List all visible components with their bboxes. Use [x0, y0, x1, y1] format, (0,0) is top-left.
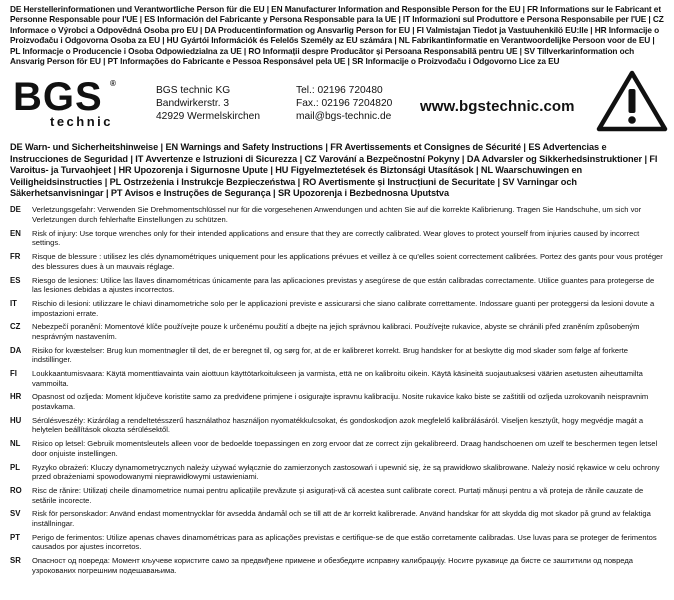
language-code: FI [10, 369, 17, 379]
warning-entry-hr [10, 392, 664, 411]
company-block [10, 70, 664, 134]
company-street: Bandwirkerstr. 3 [156, 98, 230, 110]
language-code: FR [10, 252, 21, 262]
warning-triangle-icon [596, 70, 668, 132]
warning-entry-nl [10, 439, 664, 458]
svg-text:BGS: BGS [13, 75, 103, 120]
warning-entry-hu [10, 416, 664, 435]
svg-text:®: ® [110, 79, 116, 89]
company-address [156, 84, 260, 123]
warning-text: Opasnost od ozljeda: Moment ključeve koristite samo za predviđene primjene i osigurajte ispravnu kalibraciju. Nosite rukavice kako biste se zaštitili od ozljeda uzrokovanih neispravnim postavkama. [32, 392, 649, 412]
warning-text: Risico op letsel: Gebruik momentsleutels alleen voor de bedoelde toepassingen en zorg ervoor dat ze correct zijn gekalibreerd. Draag handschoenen om uzelf te beschermen tegen letsel door onjuiste instellingen. [32, 439, 658, 458]
warning-entry-de [10, 205, 664, 224]
company-tel: Tel.: 02196 720480 [296, 85, 383, 97]
manufacturer-info-heading: DE Herstellerinformationen und Verantwortliche Person für die EU | EN Manufacturer Information and Responsible Person for the EU | FR Informations sur le Fabricant et Personne Responsable pour l'UE | ES Información del Fabricante y Persona Responsable para la UE | IT Informazioni sul Produttore e Persona Responsabile per l'UE | CZ Informace o Výrobci a Odpovědná Osoba pro EU | DA Producentinformation og Ansvarlig Person for EU | FI Valmistajan Tiedot ja Vastuuhenkilö EU:lle | HR Informacije o Proizvođaču i Odgovorna Osoba za EU | HU Gyártói Információk és Felelős Személy az EU számára | NL Fabrikantinformatie en Verantwoordelijke Persoon voor de EU | PL Informacje o Producencie i Osoba Odpowiedzialna za UE | RO Informații despre Producător și Persoana Responsabilă pentru UE | SV Tillverkarinformation och Ansvarig Person för EU | PT Informações do Fabricante e Pessoa Responsável pela UE | SR Informacije o Proizvođaču i Odgovorno Lice za EU [10, 4, 664, 67]
warning-text: Nebezpečí poranění: Momentové klíče používejte pouze k určenému použití a dbejte na jejich správnou kalibraci. Používejte rukavice, abyste se chránili před zraněním způsobeným nesprávným nastavením. [32, 322, 640, 341]
warning-entry-fi [10, 369, 664, 388]
language-code: SV [10, 509, 21, 519]
warning-entry-sv [10, 509, 664, 528]
language-code: DE [10, 205, 21, 215]
warning-entry-sr [10, 556, 664, 575]
warning-entry-ro [10, 486, 664, 505]
warning-text: Sérülésveszély: Kizárólag a rendeltetésszerű használathoz használjon nyomatékkulcsokat, és gondoskodjon azok megfelelő kalibrálásáról. Viseljen kesztyűt, hogy megvédje magát a helytelen beállítások okozta sérülésektől. [32, 415, 644, 435]
warning-entry-da [10, 346, 664, 365]
warnings-list [10, 205, 664, 575]
warning-text: Risk för personskador: Använd endast momentnycklar för avsedda ändamål och se till att de är korrekt kalibrerade. Använd handskar för att skydda dig mot skador på grund av felaktiga inställningar. [32, 509, 651, 528]
warning-entry-pl [10, 463, 664, 482]
language-code: PL [10, 462, 20, 472]
warning-text: Verletzungsgefahr: Verwenden Sie Drehmomentschlüssel nur für die vorgesehenen Anwendungen und achten Sie auf die korrekte Kalibrierung. Tragen Sie Handschuhe, um sich vor Verletzungen durch fehlerhafte Einstellungen zu schützen. [32, 205, 642, 225]
warning-entry-fr [10, 252, 664, 271]
warning-text: Ryzyko obrażeń: Kluczy dynamometrycznych należy używać wyłącznie do zamierzonych zastosowań i upewnić się, że są prawidłowo skalibrowane. Należy nosić rękawice w celu ochrony przed obrażeniami spowodowanymi nieprawidłowymi ustawieniami. [32, 462, 660, 482]
warning-entry-cz [10, 322, 664, 341]
company-contact [296, 84, 392, 123]
language-code: NL [10, 439, 21, 449]
company-fax: Fax.: 02196 7204820 [296, 98, 393, 110]
language-code: IT [10, 298, 17, 308]
company-city: 42929 Wermelskirchen [156, 111, 260, 123]
warning-text: Risk of injury: Use torque wrenches only for their intended applications and ensure that they are correctly calibrated. Wear gloves to protect yourself from injuries caused by incorrect settings. [32, 228, 640, 248]
language-code: ES [10, 275, 21, 285]
language-code: HU [10, 415, 22, 425]
language-code: DA [10, 345, 22, 355]
svg-text:technic: technic [50, 114, 114, 130]
warning-text: Risc de rănire: Utilizați cheile dinamometrice numai pentru aplicațiile prevăzute și asigurați-vă că acestea sunt calibrate corect. Purtați mănuși pentru a vă proteja de rănile cauzate de setările incorecte. [32, 485, 644, 505]
language-code: EN [10, 228, 21, 238]
language-code: CZ [10, 322, 21, 332]
warning-text: Risque de blessure : utilisez les clés dynamométriques uniquement pour les applications prévues et veillez à ce qu'elles soient correctement calibrées. Portez des gants pour vous protéger des blessures dues à un mauvais réglage. [32, 252, 663, 271]
bgs-technic-logo [12, 74, 130, 130]
company-website: www.bgstechnic.com [420, 98, 575, 116]
warning-entry-es [10, 276, 664, 295]
warning-text: Rischio di lesioni: utilizzare le chiavi dinamometriche solo per le applicazioni previste e assicurarsi che siano calibrate correttamente. Indossare guanti per proteggersi da lesioni dovute a impostazioni errate. [32, 298, 655, 318]
warning-text: Riesgo de lesiones: Utilice las llaves dinamométricas únicamente para las aplicaciones previstas y asegúrese de que están calibradas correctamente. Utilice guantes para protegerse de las lesiones debidas a ajustes incorrectos. [32, 275, 655, 295]
warning-text: Perigo de ferimentos: Utilize apenas chaves dinamométricas para as aplicações previstas e certifique-se de que estão corretamente calibradas. Use luvas para se proteger de ferimentos causados por ajustes incorretos. [32, 532, 657, 552]
warning-entry-it [10, 299, 664, 318]
company-mail: mail@bgs-technic.de [296, 111, 392, 123]
language-code: RO [10, 485, 22, 495]
language-code: HR [10, 392, 22, 402]
warning-text: Risiko for kvæstelser: Brug kun momentnøgler til det, de er beregnet til, og sørg for, at de er kalibreret korrekt. Brug handsker for at beskytte dig mod skader som følge af forkerte indstillinger. [32, 345, 628, 365]
safety-instructions-heading: DE Warn- und Sicherheitshinweise | EN Warnings and Safety Instructions | FR Avertissements et Consignes de Sécurité | ES Advertencias e Instrucciones de Seguridad | IT Avvertenze e Istruzioni di Sicurezza | CZ Varování a Bezpečnostní Pokyny | DA Advarsler og Sikkerhedsinstruktioner | FI Varoitus- ja Turvaohjeet | HR Upozorenja i Sigurnosne Upute | HU Figyelmeztetések és Biztonsági Utasítások | NL Waarschuwingen en Veiligheidsinstructies | PL Ostrzeżenia i Instrukcje Bezpieczeństwa | RO Avertismente și Instrucțiuni de Securitate | SV Varningar och Säkerhetsanvisningar | PT Avisos e Instruções de Segurança | SR Upozorenja i Bezbednosna Uputstva [10, 142, 658, 199]
company-name: BGS technic KG [156, 85, 231, 97]
warning-text: Loukkaantumisvaara: Käytä momenttiavainta vain aiottuun käyttötarkoitukseen ja varmista, että ne on kalibroitu oikein. Käytä käsineitä suojautuaksesi väärien asetusten aiheuttamilta vammoilta. [32, 369, 643, 388]
language-code: PT [10, 532, 20, 542]
warning-entry-pt [10, 533, 664, 552]
warning-text: Опасност од повреда: Момент кључеве користите само за предвиђене примене и обезбедите исправну калибрацију. Носите рукавице да бисте се заштитили од повреда узрокованих погрешним подешавањима. [32, 556, 634, 575]
language-code: SR [10, 556, 21, 566]
warning-entry-en [10, 229, 664, 248]
